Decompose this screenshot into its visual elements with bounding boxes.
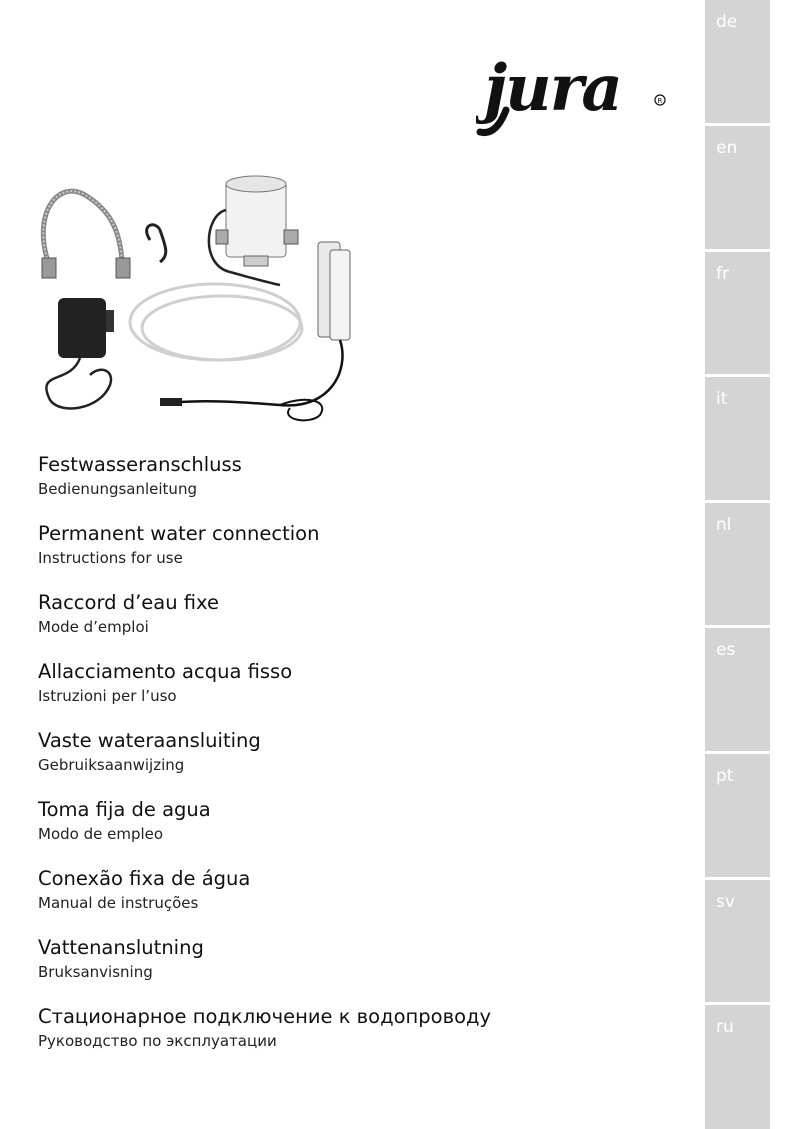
- entry-title: Allacciamento acqua fisso: [38, 660, 293, 683]
- entry-subtitle: Istruzioni per l’uso: [38, 687, 177, 705]
- title-entry-it: [38, 659, 678, 728]
- title-entry-es: [38, 797, 678, 866]
- title-entry-ru: [38, 1004, 678, 1073]
- entry-title: Festwasseranschluss: [38, 453, 242, 476]
- language-tab-sv[interactable]: [705, 880, 770, 1002]
- language-tab-label: ru: [716, 1017, 734, 1037]
- valve-unit: [209, 176, 298, 285]
- entry-subtitle: Modo de empleo: [38, 825, 164, 843]
- language-tab-it[interactable]: [705, 377, 770, 500]
- language-tab-de[interactable]: [705, 0, 770, 123]
- language-tab-pt[interactable]: [705, 754, 770, 877]
- braided-hose: [43, 191, 122, 262]
- entry-title: Permanent water connection: [38, 522, 320, 545]
- entry-title: Conexão fixa de água: [38, 867, 251, 890]
- title-entry-sv: [38, 935, 678, 1004]
- entry-subtitle: Mode d’emploi: [38, 618, 149, 636]
- language-tab-label: it: [716, 389, 728, 409]
- entry-subtitle: Bedienungsanleitung: [38, 480, 197, 498]
- language-tab-label: nl: [716, 515, 732, 535]
- language-tab-label: es: [716, 640, 736, 660]
- language-tab-fr[interactable]: [705, 252, 770, 374]
- entry-subtitle: Руководство по эксплуатации: [38, 1032, 277, 1050]
- entry-subtitle: Instructions for use: [38, 549, 183, 567]
- power-adapter: [46, 298, 114, 408]
- entry-title: Vaste wateraansluiting: [38, 729, 261, 752]
- language-tabs: [705, 0, 770, 1129]
- sensor-bracket: [318, 242, 350, 340]
- entry-subtitle: Gebruiksaanwijzing: [38, 756, 185, 774]
- entry-title: Raccord d’eau fixe: [38, 591, 219, 614]
- manual-titles: [38, 452, 678, 1073]
- svg-text:R: R: [657, 97, 663, 105]
- entry-title: Стационарное подключение к водопроводу: [38, 1005, 492, 1028]
- entry-title: Toma fija de agua: [38, 798, 211, 821]
- language-tab-label: sv: [716, 892, 735, 912]
- svg-text:jura: jura: [484, 51, 621, 126]
- language-tab-en[interactable]: [705, 126, 770, 249]
- entry-subtitle: Bruksanvisning: [38, 963, 153, 981]
- connector-cable: [147, 225, 166, 262]
- title-entry-en: [38, 521, 678, 590]
- language-tab-nl[interactable]: [705, 503, 770, 625]
- clear-tubing: [130, 284, 302, 360]
- language-tab-ru[interactable]: [705, 1005, 770, 1129]
- language-tab-label: de: [716, 12, 738, 32]
- title-entry-nl: [38, 728, 678, 797]
- language-tab-label: fr: [716, 264, 729, 284]
- product-photo: [30, 170, 390, 430]
- jura-logo: [476, 40, 676, 140]
- title-entry-fr: [38, 590, 678, 659]
- entry-subtitle: Manual de instruções: [38, 894, 199, 912]
- language-tab-es[interactable]: [705, 628, 770, 751]
- language-tab-label: pt: [716, 766, 734, 786]
- language-tab-label: en: [716, 138, 738, 158]
- title-entry-pt: [38, 866, 678, 935]
- title-entry-de: [38, 452, 678, 521]
- entry-title: Vattenanslutning: [38, 936, 204, 959]
